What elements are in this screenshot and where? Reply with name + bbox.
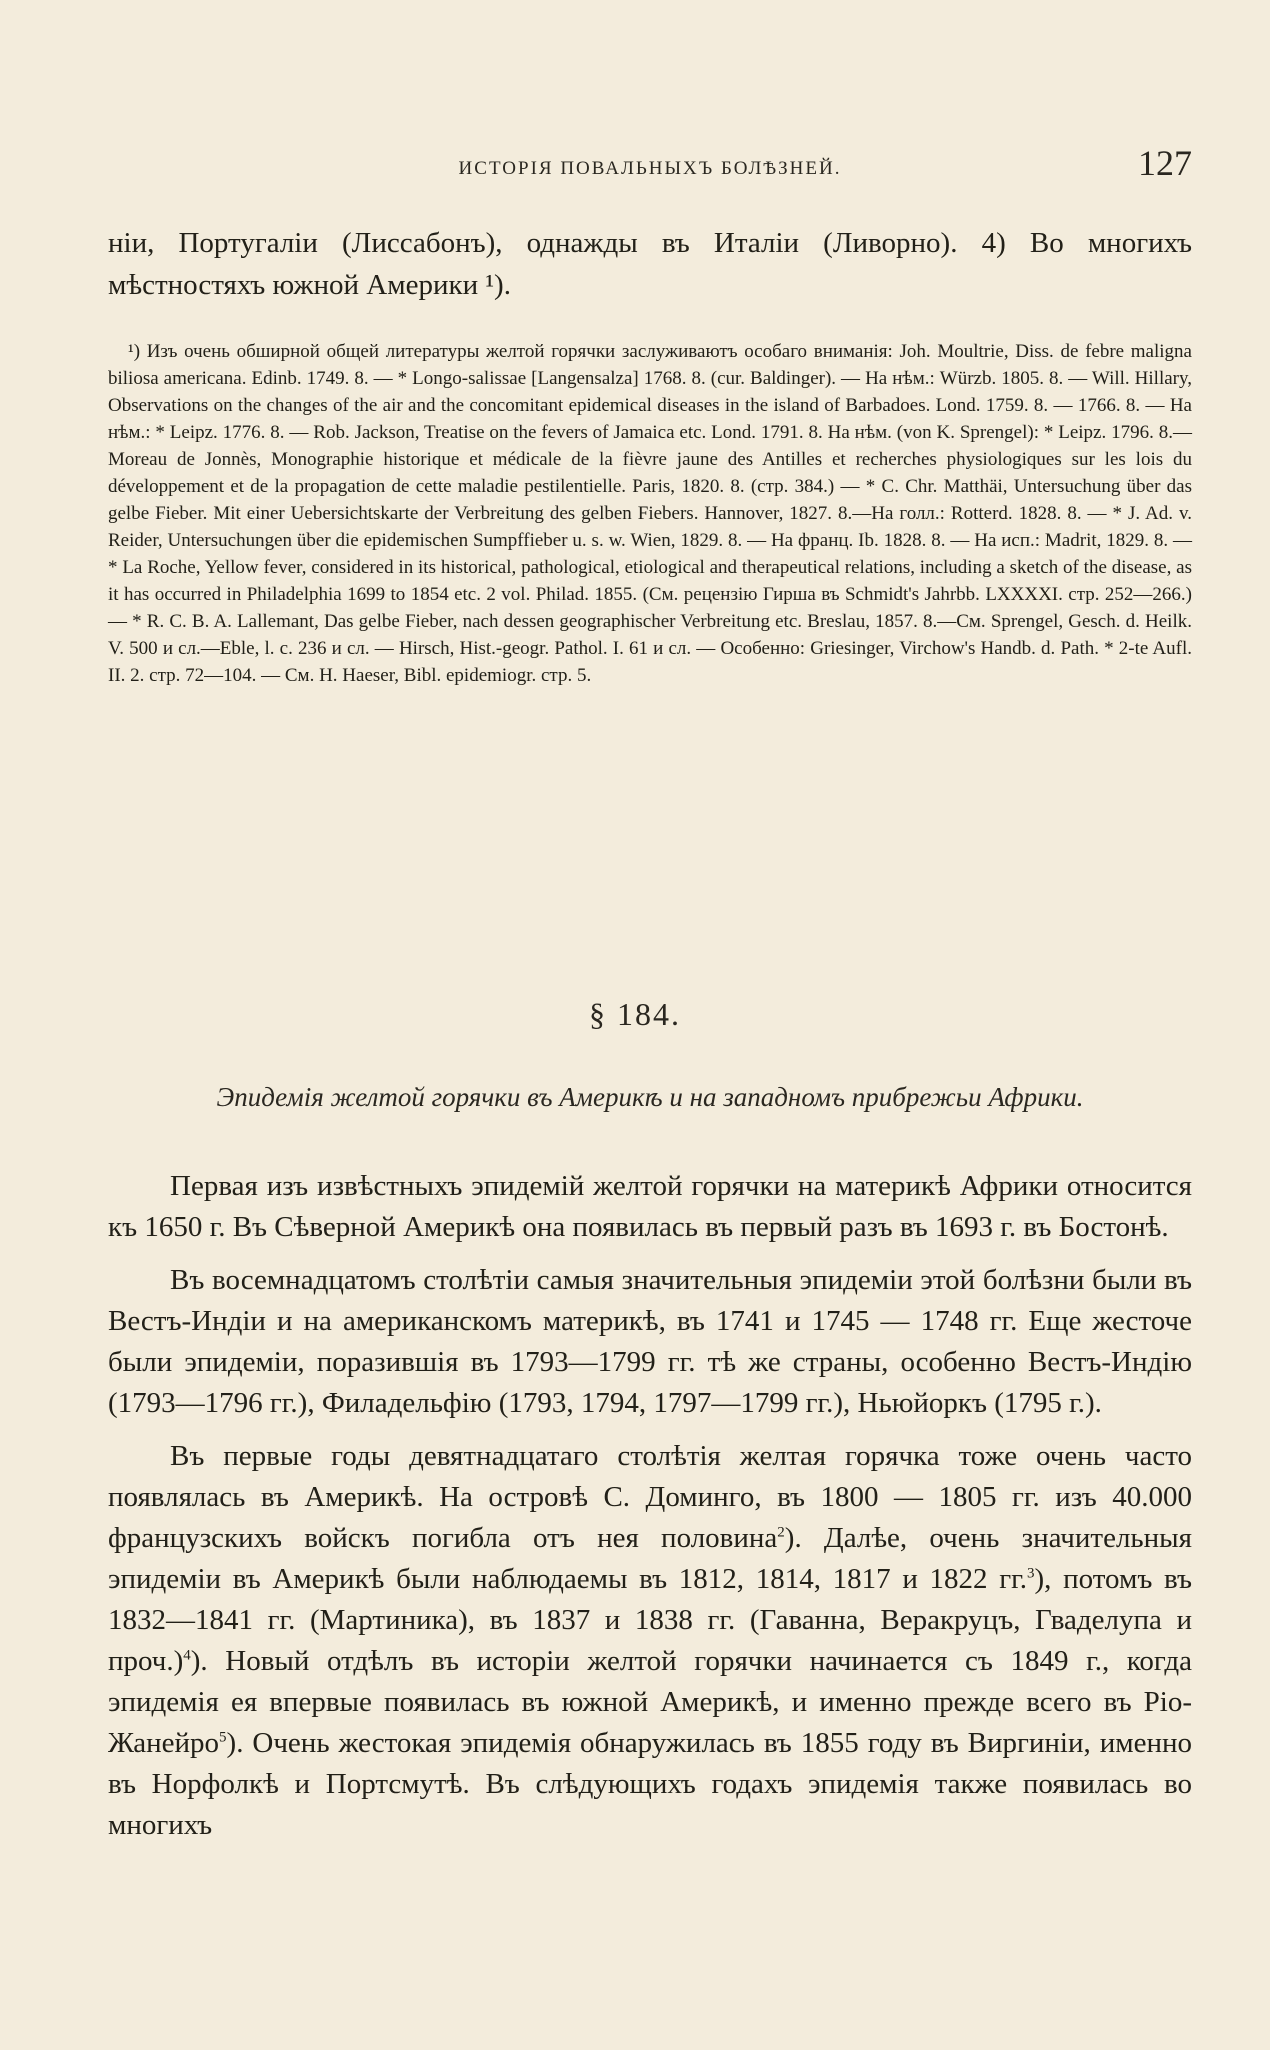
paragraph-3-part-d: ). Новый отдѣлъ въ исторіи желтой горячки начинается съ 1849 г., когда эпидемія ея впервые появилась въ южной Америкѣ, и именно прежде всего въ Ріо-Жанейро <box>108 1645 1192 1759</box>
lead-text: нiи, Португалiи (Лиссабонъ), однажды въ Италiи (Ливорно). 4) Во многихъ мѣстностяхъ южной Америки ¹). <box>108 227 1192 301</box>
footnote-ref-4: 4 <box>183 1647 191 1664</box>
paragraph-3-part-a: Въ первые годы девятнадцатаго столѣтія желтая горячка тоже очень часто появлялась въ Америкѣ. На островѣ С. Доминго, въ 1800 — 1805 гг. изъ 40.000 французскихъ войскъ погибла отъ нея половина <box>108 1440 1192 1554</box>
paragraph-3-part-c: ), потомъ въ 1832—1841 гг. (Мартиника), въ 1837 и 1838 гг. (Гаванна, Веракруцъ, Гваделупа и проч.) <box>108 1563 1192 1677</box>
footnote-ref-2: 2 <box>777 1524 785 1541</box>
section-heading: Эпидемія желтой горячки въ Америкѣ и на западномъ прибрежьи Африки. <box>216 1082 1084 1112</box>
footnote-1: ¹) Изъ очень обширной общей литературы желтой горячки заслуживаютъ особаго вниманія: Joh. Moultrie, Diss. de febre maligna biliosa americana. Edinb. 1749. 8. — * Longo-salissae [Langensalza] 1768. 8. (cur. Baldinger). — На нѣм.: Würzb. 1805. 8. — Will. Hillary, Observations on the changes of the air and the concomitant epidemical diseases in the island of Barbadoes. Lond. 1759. 8. — 1766. 8. — На нѣм.: * Leipz. 1776. 8. — Rob. Jackson, Treatise on the fevers of Jamaica etc. Lond. 1791. 8. На нѣм. (von K. Sprengel): * Leipz. 1796. 8.—Moreau de Jonnès, Monographie historique et médicale de la fièvre jaune des Antilles et recherches physiologiques sur les lois du développement et de la propagation de cette maladie pestilentielle. Paris, 1820. 8. (стр. 384.) — * C. Chr. Matthäi, Untersuchung über das gelbe Fieber. Mit einer Uebersichtskarte der Verbreitung des gelben Fiebers. Hannover, 1827. 8.—На голл.: Rotterd. 1828. 8. — * J. Ad. v. Reider, Untersuchungen über die epidemischen Sumpffieber u. s. w. Wien, 1829. 8. — На франц. Ib. 1828. 8. — На исп.: Madrit, 1829. 8. — * La Roche, Yellow fever, considered in its historical, pathological, etiological and therapeutical relations, including a sketch of the disease, as it has occurred in Philadelphia 1699 to 1854 etc. 2 vol. Philad. 1855. (См. рецензію Гирша въ Schmidt's Jahrbb. LXXXXI. стр. 252—266.) — * R. C. B. A. Lallemant, Das gelbe Fieber, nach dessen geographischer Verbreitung etc. Breslau, 1857. 8.—См. Sprengel, Gesch. d. Heilk. V. 500 и сл.—Eble, l. c. 236 и сл. — Hirsch, Hist.-geogr. Pathol. I. 61 и сл. — Особенно: Griesinger, Virchow's Handb. d. Path. * 2-te Aufl. II. 2. стр. 72—104. — См. H. Haeser, Bibl. epidemiogr. стр. 5. <box>108 341 1192 686</box>
running-head <box>108 143 1192 190</box>
running-title: ИСТОРІЯ ПОВАЛЬНЫХЪ БОЛѢЗНЕЙ. <box>458 158 842 179</box>
body-paragraph-2: Въ восемнадцатомъ столѣтіи самыя значительныя эпидеміи этой болѣзни были въ Вестъ-Индіи и на американскомъ материкѣ, въ 1741 и 1745 — 1748 гг. Еще жесточе были эпидеміи, поразившія въ 1793—1799 гг. тѣ же страны, особенно Вестъ-Индію (1793—1796 гг.), Филадельфію (1793, 1794, 1797—1799 гг.), Ньюйоркъ (1795 г.). <box>108 1264 1192 1419</box>
lead-paragraph <box>108 222 1192 306</box>
page-number: 127 <box>1138 143 1192 183</box>
body-text <box>108 1166 1192 1858</box>
footnote-ref-3: 3 <box>1027 1565 1035 1582</box>
paragraph-3-part-e: ). Очень жестокая эпидемія обнаружилась въ 1855 году въ Виргиніи, именно въ Норфолкѣ и Портсмутѣ. Въ слѣдующихъ годахъ эпидемія также появилась во многихъ <box>108 1727 1192 1841</box>
footnote-ref-5: 5 <box>219 1729 227 1746</box>
paragraph-3-part-b: ). Далѣе, очень значительныя эпидеміи въ Америкѣ были наблюдаемы въ 1812, 1814, 1817 и 1822 гг. <box>108 1522 1193 1595</box>
body-paragraph-1: Первая изъ извѣстныхъ эпидемій желтой горячки на материкѣ Африки относится къ 1650 г. Въ Сѣверной Америкѣ она появилась въ первый разъ въ 1693 г. въ Бостонѣ. <box>108 1170 1192 1243</box>
footnote-block <box>108 338 1192 689</box>
section-number: § 184. <box>589 996 681 1032</box>
body-paragraph-3 <box>108 1436 1192 1846</box>
